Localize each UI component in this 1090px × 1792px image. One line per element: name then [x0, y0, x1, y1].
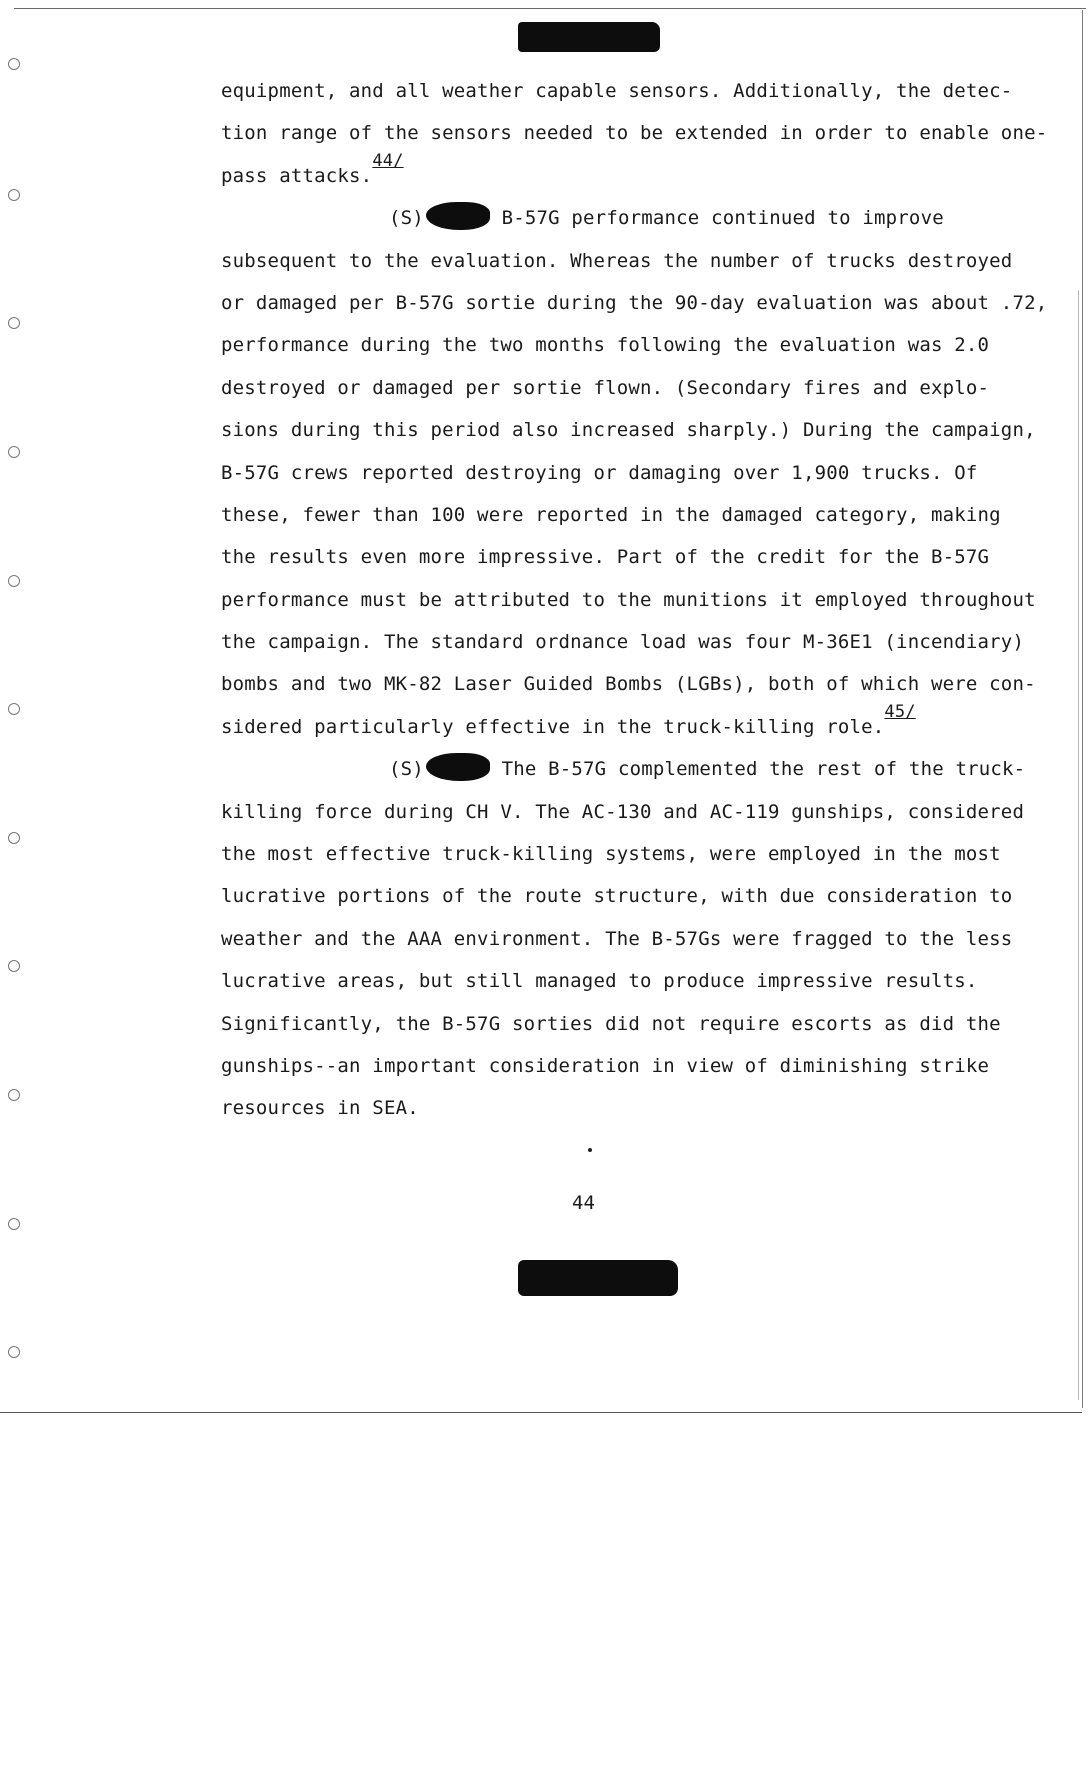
security-marking: (S)	[389, 207, 424, 230]
text-line: weather and the AAA environment. The B-57Gs were fragged to the less	[221, 927, 1013, 950]
header-classification-redaction	[518, 22, 660, 52]
text-line: performance during the two months following the evaluation was 2.0	[221, 334, 990, 357]
inline-redaction	[426, 202, 490, 230]
body-text	[221, 70, 1048, 1130]
text-segment: pass attacks.	[221, 164, 373, 187]
text-line: lucrative areas, but still managed to produce impressive results.	[221, 970, 978, 993]
punch-hole	[8, 189, 20, 201]
text-line: the campaign. The standard ordnance load was four M-36E1 (incendiary)	[221, 631, 1025, 654]
paragraph-start-line	[221, 197, 1001, 239]
stray-mark	[588, 1148, 592, 1152]
text-line: destroyed or damaged per sortie flown. (Secondary fires and explo-	[221, 376, 990, 399]
text-segment: B-57G performance continued to improve	[501, 207, 944, 230]
punch-hole	[8, 1218, 20, 1230]
text-line: these, fewer than 100 were reported in the damaged category, making	[221, 503, 1001, 526]
text-line: or damaged per B-57G sortie during the 90-day evaluation was about .72,	[221, 291, 1048, 314]
footnote-ref-44: 44/	[372, 150, 404, 171]
punch-hole	[8, 832, 20, 844]
text-line: resources in SEA.	[221, 1097, 419, 1120]
footnote-ref-45: 45/	[884, 701, 916, 722]
punch-hole	[8, 1089, 20, 1101]
punch-hole	[8, 58, 20, 70]
page-right-inner-rule	[1078, 290, 1079, 1400]
text-line: equipment, and all weather capable sensors. Additionally, the detec-	[221, 80, 1013, 102]
text-line: killing force during CH V. The AC-130 and AC-119 gunships, considered	[221, 800, 1025, 823]
security-marking: (S)	[389, 758, 424, 781]
punch-hole	[8, 575, 20, 587]
text-line: the results even more impressive. Part of the credit for the B-57G	[221, 546, 990, 569]
text-line	[221, 150, 1001, 197]
text-segment: sidered particularly effective in the truck-killing role.	[221, 715, 885, 738]
punch-hole	[8, 1346, 20, 1358]
text-line: performance must be attributed to the munitions it employed throughout	[221, 588, 1036, 611]
punch-hole	[8, 317, 20, 329]
text-line: tion range of the sensors needed to be extended in order to enable one-	[221, 122, 1048, 145]
page-number: 44	[572, 1192, 595, 1214]
text-line: gunships--an important consideration in view of diminishing strike	[221, 1054, 990, 1077]
text-segment: The B-57G complemented the rest of the truck-	[501, 758, 1026, 781]
text-line: subsequent to the evaluation. Whereas the number of trucks destroyed	[221, 249, 1013, 272]
page-top-rule	[14, 8, 1086, 9]
text-line: lucrative portions of the route structure, with due consideration to	[221, 885, 1013, 908]
footer-classification-redaction	[518, 1260, 678, 1296]
inline-redaction	[426, 753, 490, 781]
paragraph-start-line	[221, 748, 1026, 790]
punch-hole	[8, 703, 20, 715]
text-line: bombs and two MK-82 Laser Guided Bombs (LGBs), both of which were con-	[221, 673, 1036, 696]
text-line: the most effective truck-killing systems, were employed in the most	[221, 843, 1001, 866]
text-line: B-57G crews reported destroying or damaging over 1,900 trucks. Of	[221, 461, 978, 484]
text-line	[221, 701, 1001, 748]
punch-hole	[8, 960, 20, 972]
text-line: Significantly, the B-57G sorties did not require escorts as did the	[221, 1012, 1001, 1035]
page-bottom-rule	[0, 1412, 1082, 1413]
text-line: sions during this period also increased sharply.) During the campaign,	[221, 419, 1036, 442]
page-right-rule	[1082, 10, 1083, 1408]
punch-hole	[8, 446, 20, 458]
